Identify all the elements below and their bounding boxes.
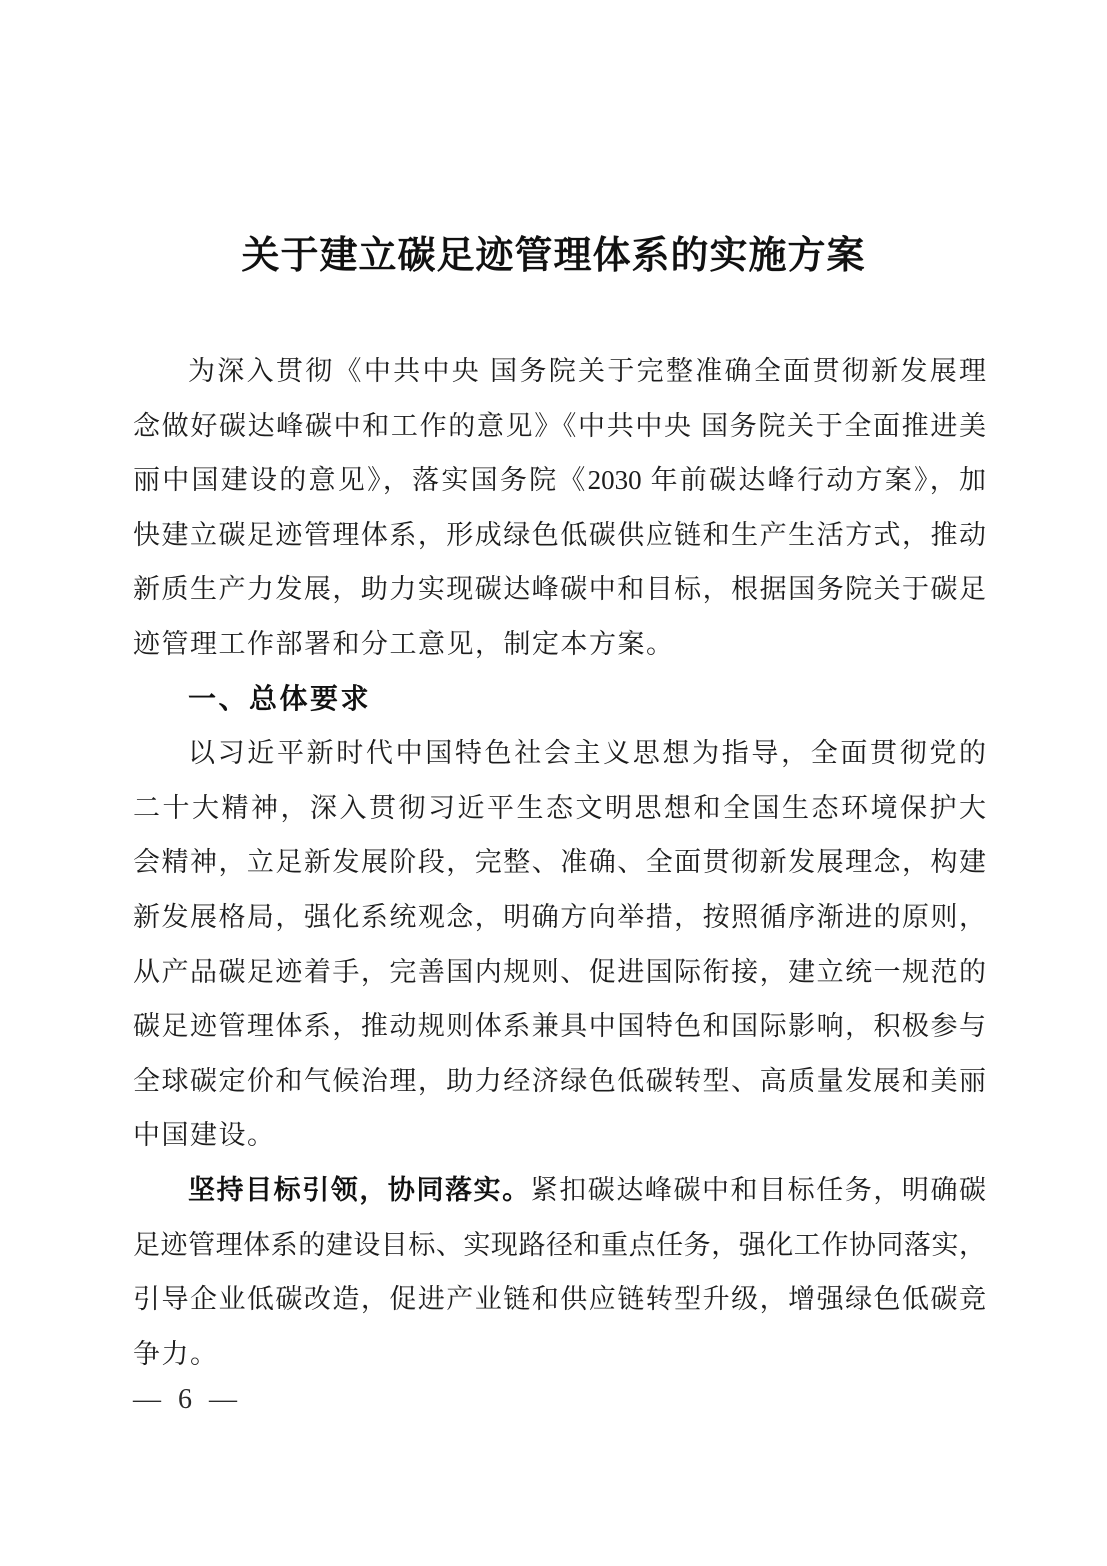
paragraph3-line-3: 引导企业低碳改造，促进产业链和供应链转型升级，增强绿色低碳竞 bbox=[133, 1284, 986, 1315]
paragraph2-line-4: 新发展格局，强化系统观念，明确方向举措，按照循序渐进的原则， bbox=[133, 901, 986, 932]
paragraph2-line-7: 全球碳定价和气候治理，助力经济绿色低碳转型、高质量发展和美丽 bbox=[133, 1065, 986, 1096]
paragraph2-line-3: 会精神，立足新发展阶段，完整、准确、全面贯彻新发展理念，构建 bbox=[133, 847, 986, 878]
paragraph2-line-8: 中国建设。 bbox=[133, 1120, 276, 1151]
document-title: 关于建立碳足迹管理体系的实施方案 bbox=[241, 235, 866, 277]
paragraph1-line-2: 念做好碳达峰碳中和工作的意见》《中共中央 国务院关于全面推进美 bbox=[133, 410, 986, 441]
paragraph1-line-4: 快建立碳足迹管理体系，形成绿色低碳供应链和生产生活方式，推动 bbox=[133, 519, 986, 550]
paragraph1-line-3: 丽中国建设的意见》，落实国务院《2030 年前碳达峰行动方案》，加 bbox=[133, 465, 986, 496]
paragraph3-line-4: 争力。 bbox=[133, 1338, 219, 1369]
paragraph2-line-2: 二十大精神，深入贯彻习近平生态文明思想和全国生态环境保护大 bbox=[133, 792, 986, 823]
document-body bbox=[133, 344, 986, 1381]
section-heading-1: 一、总体要求 bbox=[188, 682, 372, 714]
paragraph3-bold-lead: 坚持目标引领，协同落实。 bbox=[188, 1174, 531, 1205]
paragraph3-line-2: 足迹管理体系的建设目标、实现路径和重点任务，强化工作协同落实， bbox=[133, 1229, 986, 1260]
paragraph2-line-6: 碳足迹管理体系，推动规则体系兼具中国特色和国际影响，积极参与 bbox=[133, 1011, 986, 1042]
paragraph1-line-1: 为深入贯彻《中共中央 国务院关于完整准确全面贯彻新发展理 bbox=[188, 356, 986, 386]
paragraph2-line-5: 从产品碳足迹着手，完善国内规则、促进国际衔接，建立统一规范的 bbox=[133, 956, 986, 987]
paragraph3-line-1 bbox=[133, 1163, 986, 1218]
page-number-dash-left: — bbox=[133, 1384, 161, 1415]
page-number bbox=[133, 1378, 237, 1422]
paragraph2-line-1: 以习近平新时代中国特色社会主义思想为指导，全面贯彻党的 bbox=[188, 738, 986, 769]
paragraph1-line-6: 迹管理工作部署和分工意见，制定本方案。 bbox=[133, 628, 675, 659]
paragraph1-line-5: 新质生产力发展，助力实现碳达峰碳中和目标，根据国务院关于碳足 bbox=[133, 574, 986, 605]
page-number-value: 6 bbox=[178, 1384, 192, 1415]
paragraph3-line-1-rest: 紧扣碳达峰碳中和目标任务，明确碳 bbox=[530, 1174, 986, 1205]
page-number-dash-right: — bbox=[209, 1384, 237, 1415]
